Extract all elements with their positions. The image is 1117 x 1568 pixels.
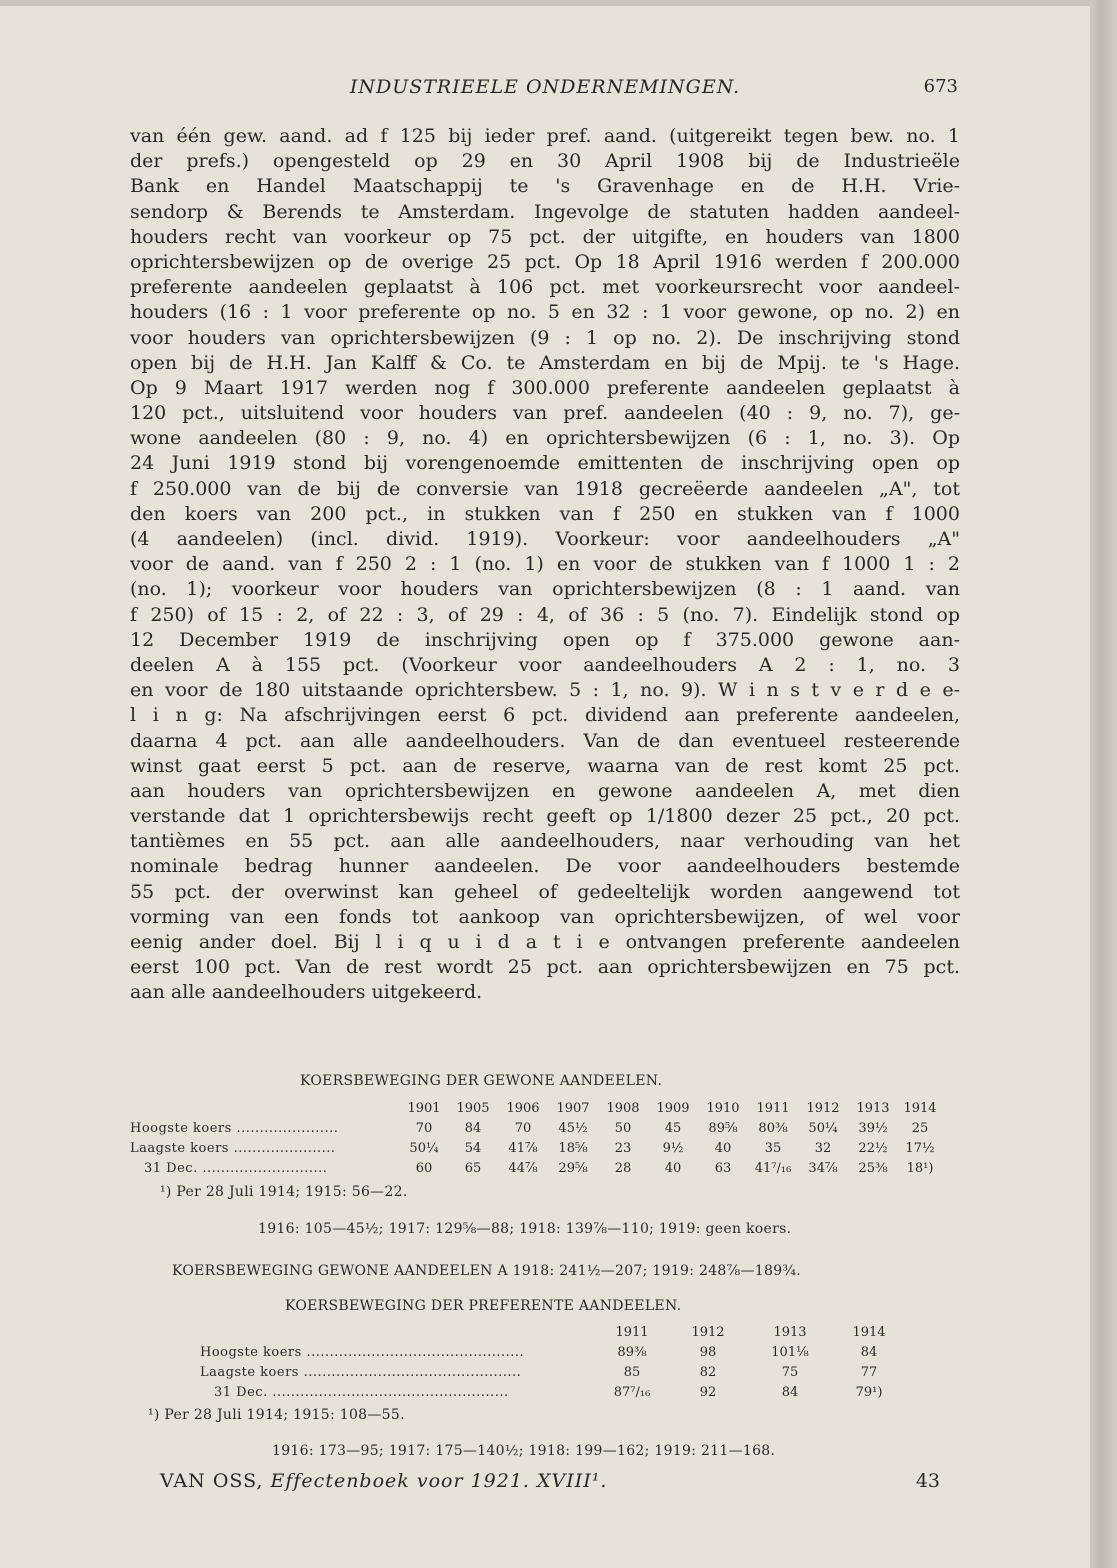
- value-cell: 92: [699, 1385, 717, 1400]
- table-row: [130, 1159, 942, 1179]
- value-cell: 79¹): [855, 1385, 883, 1400]
- source-prefix: VAN OSS,: [160, 1470, 271, 1492]
- text-line: deelen A à 155 pct. (Voorkeur voor aandeelhouders A 2 : 1, no. 3: [130, 653, 960, 676]
- table-pref: [200, 1323, 910, 1403]
- text-line: preferente aandeelen geplaatst à 106 pct. met voorkeursrecht voor aandeel-: [130, 276, 960, 299]
- text-line: open bij de H.H. Jan Kalff & Co. te Amsterdam en bij de Mpij. te 's Hage.: [130, 351, 960, 374]
- value-cell: 82: [699, 1365, 717, 1380]
- value-cell: 41⅞: [508, 1141, 538, 1156]
- text-line: f 250.000 van de bij de conversie van 1918 gecreëerde aandeelen „A", tot: [130, 477, 960, 500]
- year-cell: 1914: [852, 1325, 886, 1340]
- year-cell: 1912: [806, 1101, 840, 1116]
- value-cell: 77: [860, 1365, 878, 1380]
- value-cell: 39½: [858, 1121, 888, 1136]
- value-cell: 89⅝: [708, 1121, 738, 1136]
- book-spine-shadow: [1090, 0, 1117, 1568]
- value-cell: 44⅞: [508, 1161, 538, 1176]
- value-cell: 65: [464, 1161, 482, 1176]
- text-line: aan alle aandeelhouders uitgekeerd.: [130, 981, 483, 1004]
- value-cell: 89⅜: [617, 1345, 647, 1360]
- text-line: Bank en Handel Maatschappij te 's Gravenhage en de H.H. Vrie-: [130, 175, 960, 198]
- value-cell: 80⅜: [758, 1121, 788, 1136]
- value-cell: 45: [664, 1121, 682, 1136]
- value-cell: 84: [464, 1121, 482, 1136]
- value-cell: 23: [614, 1141, 632, 1156]
- running-header: [130, 76, 960, 106]
- value-cell: 18⅝: [558, 1141, 588, 1156]
- value-cell: 60: [415, 1161, 433, 1176]
- table-row: [130, 1119, 942, 1139]
- year-cell: 1913: [856, 1101, 890, 1116]
- text-line: f 250) of 15 : 2, of 22 : 3, of 29 : 4, of 36 : 5 (no. 7). Eindelijk stond op: [130, 603, 960, 626]
- text-line: (4 aandeelen) (incl. divid. 1919). Voorkeur: voor aandeelhouders „A": [130, 528, 960, 550]
- value-cell: 40: [714, 1141, 732, 1156]
- page-top-edge: [0, 0, 1090, 6]
- value-cell: 35: [764, 1141, 782, 1156]
- value-cell: 50: [614, 1121, 632, 1136]
- text-line: wone aandeelen (80 : 9, no. 4) en oprichtersbewijzen (6 : 1, no. 3). Op: [130, 427, 960, 450]
- text-line: 55 pct. der overwinst kan geheel of gedeeltelijk worden aangewend tot: [130, 880, 960, 903]
- text-line: houders (16 : 1 voor preferente op no. 5 en 32 : 1 voor gewone, op no. 2) en: [130, 301, 960, 324]
- value-cell: 22½: [858, 1141, 888, 1156]
- text-line: van één gew. aand. ad f 125 bij ieder pref. aand. (uitgereikt tegen bew. no. 1: [130, 125, 960, 147]
- source-title: Effectenboek voor 1921. XVIII¹.: [270, 1470, 608, 1492]
- year-cell: 1905: [456, 1101, 490, 1116]
- table-header-row: [130, 1099, 942, 1119]
- year-cell: 1906: [506, 1101, 540, 1116]
- text-line: sendorp & Berends te Amsterdam. Ingevolge de statuten hadden aandeel-: [130, 200, 960, 223]
- value-cell: 84: [781, 1385, 799, 1400]
- value-cell: 17½: [905, 1141, 935, 1156]
- text-line: 12 December 1919 de inschrijving open op f 375.000 gewone aan-: [130, 628, 960, 651]
- text-line: (no. 1); voorkeur voor houders van oprichtersbewijzen (8 : 1 aand. van: [130, 578, 960, 601]
- table-gewone-caption: KOERSBEWEGING DER GEWONE AANDEELEN.: [300, 1073, 663, 1089]
- text-line: tantièmes en 55 pct. aan alle aandeelhouders, naar verhouding van het: [130, 830, 960, 853]
- year-cell: 1911: [615, 1325, 649, 1340]
- value-cell: 25: [911, 1121, 929, 1136]
- year-cell: 1910: [706, 1101, 740, 1116]
- table-row: [200, 1343, 910, 1363]
- text-line: voor de aand. van f 250 2 : 1 (no. 1) en voor de stukken van f 1000 1 : 2: [130, 553, 960, 576]
- value-cell: 50¼: [409, 1141, 439, 1156]
- value-cell: 41⁷/₁₆: [754, 1161, 792, 1176]
- page-footer: [160, 1470, 940, 1498]
- value-cell: 84: [860, 1345, 878, 1360]
- row-label: 31 Dec. ...........................: [144, 1161, 328, 1176]
- value-cell: 98: [699, 1345, 717, 1360]
- value-cell: 29⅝: [558, 1161, 588, 1176]
- table-pref-footnote: ¹) Per 28 Juli 1914; 1915: 108—55.: [148, 1407, 405, 1423]
- page-number: 673: [923, 76, 958, 97]
- text-line: l i n g: Na afschrijvingen eerst 6 pct. dividend aan preferente aandeelen,: [130, 704, 960, 727]
- koersbeweging-a-line: KOERSBEWEGING GEWONE AANDEELEN A 1918: 241½—207; 1919: 248⅞—189¾.: [172, 1263, 802, 1279]
- source-reference: [160, 1470, 607, 1492]
- text-line: vorming van een fonds tot aankoop van oprichtersbewijzen, of wel voor: [130, 905, 960, 928]
- table-gewone-later-years: 1916: 105—45½; 1917: 129⅝—88; 1918: 139⅞—110; 1919: geen koers.: [258, 1221, 792, 1237]
- value-cell: 32: [814, 1141, 832, 1156]
- year-cell: 1908: [606, 1101, 640, 1116]
- text-line: aan houders van oprichtersbewijzen en gewone aandeelen A, met dien: [130, 779, 960, 802]
- text-line: 24 Juni 1919 stond bij vorengenoemde emittenten de inschrijving open op: [130, 452, 960, 475]
- text-line: 120 pct., uitsluitend voor houders van pref. aandeelen (40 : 9, no. 7), ge-: [130, 402, 960, 425]
- value-cell: 45½: [558, 1121, 588, 1136]
- row-label: Laagste koers ...............................................: [200, 1365, 522, 1380]
- text-line: eenig ander doel. Bij l i q u i d a t i e ontvangen preferente aandeelen: [130, 931, 960, 953]
- year-cell: 1912: [691, 1325, 725, 1340]
- value-cell: 18¹): [906, 1161, 934, 1176]
- value-cell: 70: [514, 1121, 532, 1136]
- table-gewone: [130, 1099, 942, 1179]
- value-cell: 54: [464, 1141, 482, 1156]
- row-label: Laagste koers ......................: [130, 1141, 336, 1156]
- body-paragraph: [130, 124, 960, 1006]
- table-gewone-footnote: ¹) Per 28 Juli 1914; 1915: 56—22.: [160, 1184, 408, 1200]
- text-line: daarna 4 pct. aan alle aandeelhouders. Van de dan eventueel resteerende: [130, 729, 960, 752]
- table-pref-caption: KOERSBEWEGING DER PREFERENTE AANDEELEN.: [285, 1298, 682, 1314]
- value-cell: 70: [415, 1121, 433, 1136]
- text-line: en voor de 180 uitstaande oprichtersbew. 5 : 1, no. 9). W i n s t v e r d e e-: [130, 679, 960, 702]
- table-row: [200, 1363, 910, 1383]
- text-line: Op 9 Maart 1917 werden nog f 300.000 preferente aandeelen geplaatst à: [130, 376, 960, 399]
- text-line: voor houders van oprichtersbewijzen (9 : 1 op no. 2). De inschrijving stond: [130, 326, 960, 349]
- table-row: [200, 1383, 910, 1403]
- value-cell: 50¼: [808, 1121, 838, 1136]
- text-line: nominale bedrag hunner aandeelen. De voor aandeelhouders bestemde: [130, 855, 960, 878]
- value-cell: 101⅛: [771, 1345, 809, 1360]
- row-label: 31 Dec. ...................................................: [214, 1385, 509, 1400]
- text-line: verstande dat 1 oprichtersbewijs recht geeft op 1/1800 dezer 25 pct., 20 pct.: [130, 805, 960, 828]
- value-cell: 25⅜: [858, 1161, 888, 1176]
- text-line: der prefs.) opengesteld op 29 en 30 April 1908 bij de Industrieële: [130, 150, 960, 173]
- value-cell: 9½: [662, 1141, 684, 1156]
- year-cell: 1907: [556, 1101, 590, 1116]
- value-cell: 40: [664, 1161, 682, 1176]
- year-cell: 1901: [407, 1101, 441, 1116]
- text-line: houders recht van voorkeur op 75 pct. der uitgifte, en houders van 1800: [130, 225, 960, 248]
- table-pref-later-years: 1916: 173—95; 1917: 175—140½; 1918: 199—162; 1919: 211—168.: [272, 1443, 776, 1459]
- year-cell: 1911: [756, 1101, 790, 1116]
- table-row: [130, 1139, 942, 1159]
- value-cell: 34⅞: [808, 1161, 838, 1176]
- running-title: INDUSTRIEELE ONDERNEMINGEN.: [349, 76, 741, 98]
- year-cell: 1913: [773, 1325, 807, 1340]
- text-line: eerst 100 pct. Van de rest wordt 25 pct. aan oprichtersbewijzen en 75 pct.: [130, 956, 960, 979]
- value-cell: 85: [623, 1365, 641, 1380]
- value-cell: 75: [781, 1365, 799, 1380]
- row-label: Hoogste koers ......................: [130, 1121, 339, 1136]
- table-header-row: [200, 1323, 910, 1343]
- year-cell: 1909: [656, 1101, 690, 1116]
- text-line: winst gaat eerst 5 pct. aan de reserve, waarna van de rest komt 25 pct.: [130, 754, 960, 777]
- signature-mark: 43: [915, 1470, 940, 1492]
- row-label: Hoogste koers ...............................................: [200, 1345, 525, 1360]
- text-line: oprichtersbewijzen op de overige 25 pct. Op 18 April 1916 werden f 200.000: [130, 250, 960, 273]
- value-cell: 28: [614, 1161, 632, 1176]
- text-line: den koers van 200 pct., in stukken van f 250 en stukken van f 1000: [130, 502, 960, 525]
- year-cell: 1914: [903, 1101, 937, 1116]
- value-cell: 63: [714, 1161, 732, 1176]
- value-cell: 87⁷/₁₆: [613, 1385, 651, 1400]
